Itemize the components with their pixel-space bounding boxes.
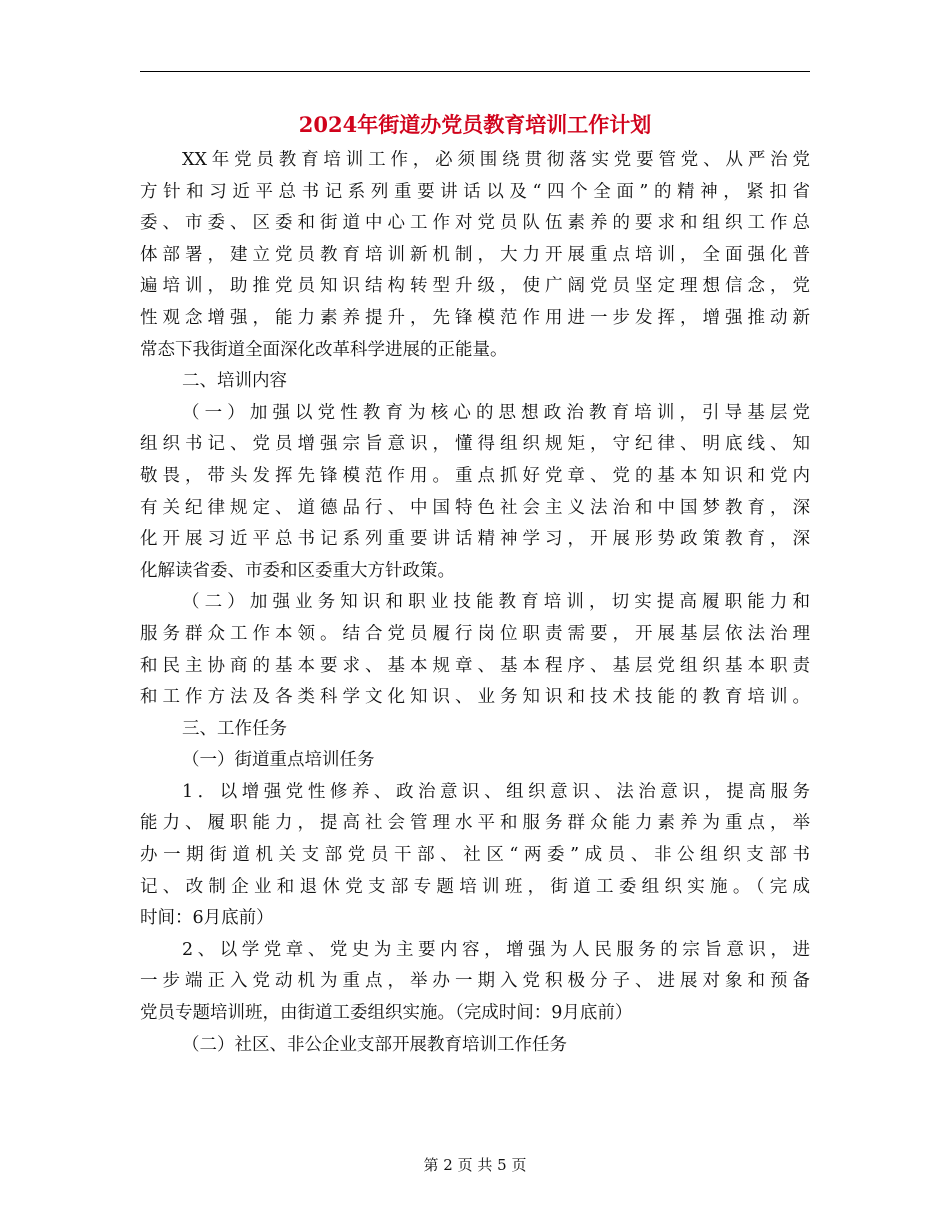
subsection-heading: （一）街道重点培训任务 [182, 750, 375, 771]
page-number: 第 2 页 共 5 页 [423, 1156, 527, 1174]
paragraph-line: 办一期街道机关支部党员干部、社区“两委”成员、非公组织支部书 [140, 845, 810, 866]
document-title: 2024年街道办党员教育培训工作计划 [298, 112, 652, 137]
paragraph-line: 记、改制企业和退休党支部专题培训班，街道工委组织实施。（完成 [140, 876, 810, 897]
section-heading: 二、培训内容 [182, 371, 287, 392]
paragraph-line: 服务群众工作本领。结合党员履行岗位职责需要，开展基层依法治理 [140, 623, 810, 644]
paragraph-line: 一步端正入党动机为重点，举办一期入党积极分子、进展对象和预备 [140, 971, 810, 992]
paragraph-line: 常态下我街道全面深化改革科学进展的正能量。 [140, 339, 508, 360]
section-heading: 三、工作任务 [182, 718, 287, 739]
paragraph-line: 有关纪律规定、道德品行、中国特色社会主义法治和中国梦教育，深 [140, 497, 810, 518]
paragraph-line: 2、以学党章、党史为主要内容，增强为人民服务的宗旨意识，进 [182, 939, 810, 960]
paragraph-line: 性观念增强，能力素养提升，先锋模范作用进一步发挥，增强推动新 [140, 307, 810, 328]
paragraph-line: 能力、履职能力，提高社会管理水平和服务群众能力素养为重点，举 [140, 813, 810, 834]
paragraph-line: 敬畏，带头发挥先锋模范作用。重点抓好党章、党的基本知识和党内 [140, 465, 810, 486]
paragraph-line: XX年党员教育培训工作，必须围绕贯彻落实党要管党、从严治党 [182, 150, 810, 170]
paragraph-line: 时间：6月底前） [140, 908, 274, 929]
header-rule [140, 71, 810, 72]
paragraph-line: （一）加强以党性教育为核心的思想政治教育培训，引导基层党 [182, 402, 810, 423]
paragraph-line: 化解读省委、市委和区委重大方针政策。 [140, 560, 455, 581]
subsection-heading: （二）社区、非公企业支部开展教育培训工作任务 [182, 1034, 567, 1055]
paragraph-line: （二）加强业务知识和职业技能教育培训，切实提高履职能力和 [182, 592, 810, 613]
paragraph-line: 和民主协商的基本要求、基本规章、基本程序、基层党组织基本职责 [140, 655, 810, 676]
paragraph-line: 体部署，建立党员教育培训新机制，大力开展重点培训，全面强化普 [140, 244, 810, 265]
paragraph-line: 组织书记、党员增强宗旨意识，懂得组织规矩，守纪律、明底线、知 [140, 434, 810, 455]
paragraph-line: 和工作方法及各类科学文化知识、业务知识和技术技能的教育培训。 [140, 687, 810, 708]
document-body [140, 145, 810, 1061]
paragraph-line: 党员专题培训班，由街道工委组织实施。（完成时间：9月底前） [140, 1003, 633, 1024]
paragraph-line: 1．以增强党性修养、政治意识、组织意识、法治意识，提高服务 [182, 781, 810, 802]
paragraph-line: 委、市委、区委和街道中心工作对党员队伍素养的要求和组织工作总 [140, 213, 810, 234]
paragraph-line: 方针和习近平总书记系列重要讲话以及“四个全面”的精神，紧扣省 [140, 181, 810, 202]
paragraph-line: 遍培训，助推党员知识结构转型升级，使广阔党员坚定理想信念，党 [140, 276, 810, 297]
paragraph-line: 化开展习近平总书记系列重要讲话精神学习，开展形势政策教育，深 [140, 529, 810, 550]
